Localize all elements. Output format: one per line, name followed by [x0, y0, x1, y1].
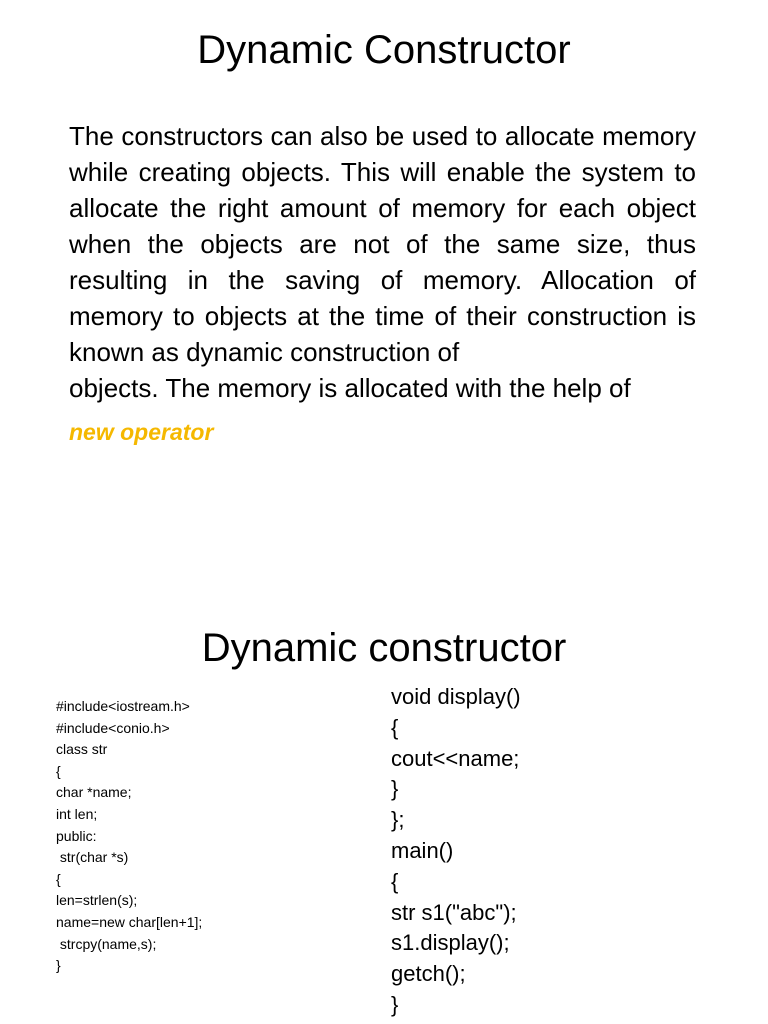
code-line: { [56, 870, 61, 887]
code-line: void display() [391, 684, 521, 709]
code-line: char *name; [56, 784, 132, 801]
code-block-left [56, 696, 356, 977]
slide-title: Dynamic constructor [201, 626, 567, 670]
code-line: #include<iostream.h> [56, 698, 190, 714]
paragraph-last-line: objects. The memory is allocated with the help of [69, 373, 631, 403]
code-line: class str [56, 741, 108, 758]
code-line: s1.display(); [391, 930, 510, 956]
code-line: } [391, 776, 399, 802]
code-line: strcpy(name,s); [56, 935, 157, 952]
code-line: str s1("abc"); [391, 899, 517, 925]
code-line: len=strlen(s); [56, 892, 138, 909]
code-line: } [391, 991, 399, 1017]
code-line: getch(); [391, 961, 466, 987]
code-line: name=new char[len+1]; [56, 913, 203, 930]
body-paragraph [69, 118, 696, 406]
code-line: } [56, 957, 61, 974]
code-line: str(char *s) [56, 849, 129, 866]
slide-title: Dynamic Constructor [197, 28, 571, 72]
code-line: main() [391, 837, 454, 863]
code-line: }; [391, 807, 405, 833]
code-line: { [391, 868, 399, 894]
paragraph-text: The constructors can also be used to allocate memory while creating objects. This will enable the system to allocate the right amount of memory for each object when the objects are not of the same size, thus resulting in the saving of memory. Allocation of memory to objects at the time of their construction is known as dynamic construction of [69, 121, 696, 367]
code-line: { [391, 714, 399, 740]
code-line: #include<conio.h> [56, 719, 170, 736]
highlight-new-operator: new operator [69, 419, 214, 445]
code-line: public: [56, 827, 97, 844]
slide-dynamic-constructor-code [0, 590, 768, 1024]
code-block-right [391, 682, 731, 1021]
code-line: cout<<name; [391, 745, 520, 771]
code-line: { [56, 762, 61, 779]
code-line: int len; [56, 805, 98, 822]
